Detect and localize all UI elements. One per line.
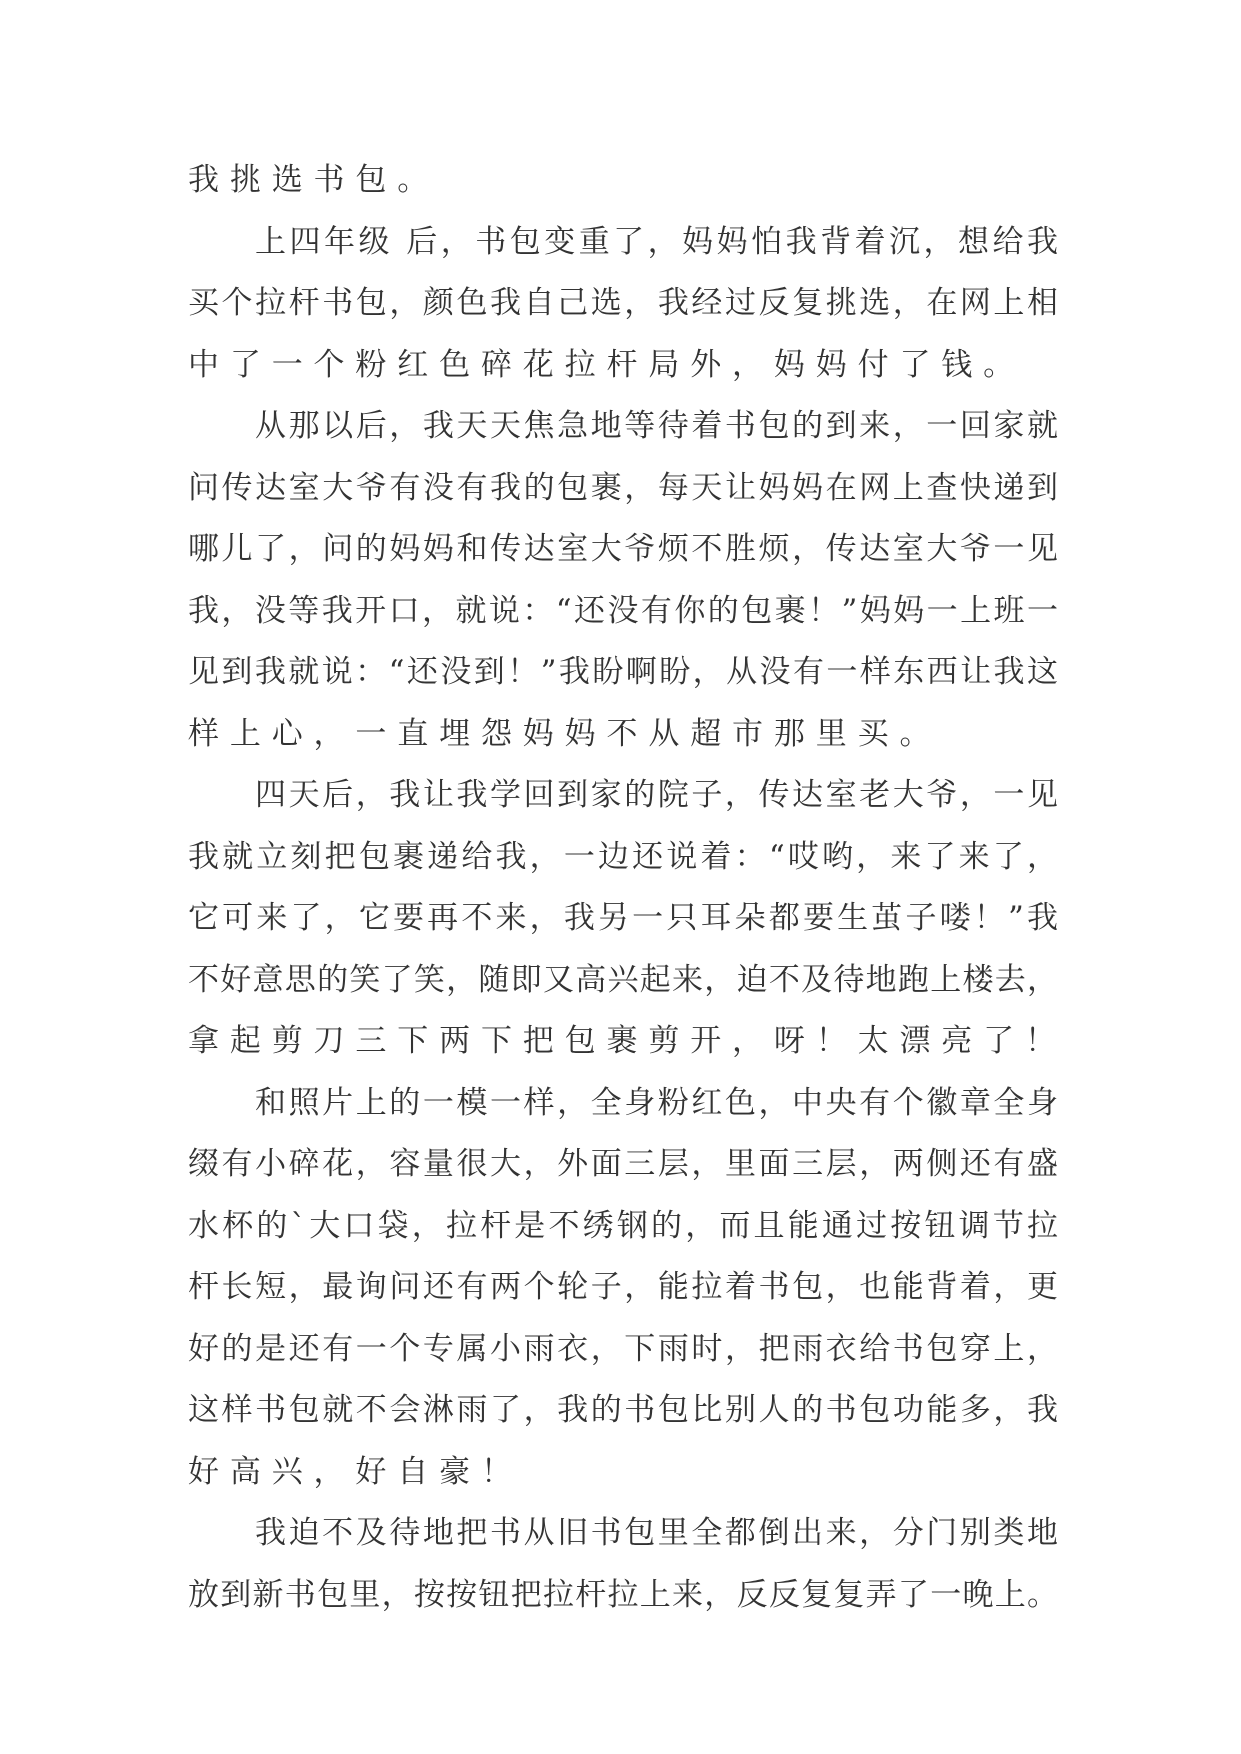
text-line: 不好意思的笑了笑，随即又高兴起来，迫不及待地跑上楼去， [188, 961, 1058, 998]
text-line: 我挑选书包。 [188, 162, 440, 198]
paragraph-first-line: 我迫不及待地把书从旧书包里全都倒出来，分门别类地 [255, 1515, 1058, 1551]
text-line: 见到我就说：“还没到！”我盼啊盼，从没有一样东西让我这 [188, 654, 1058, 690]
text-line: 缀有小碎花，容量很大，外面三层，里面三层，两侧还有盛 [188, 1146, 1058, 1182]
paragraph-first-line: 上四年级 后，书包变重了，妈妈怕我背着沉，想给我 [255, 223, 1058, 260]
paragraph-first-line: 从那以后，我天天焦急地等待着书包的到来，一回家就 [255, 408, 1058, 444]
text-line: 这样书包就不会淋雨了，我的书包比别人的书包功能多，我 [188, 1392, 1058, 1428]
text-line: 它可来了，它要再不来，我另一只耳朵都要生茧子喽！”我 [188, 900, 1058, 936]
essay-body [188, 150, 1067, 1626]
paragraph-first-line: 四天后，我让我学回到家的院子，传达室老大爷，一见 [255, 777, 1058, 813]
text-line: 我，没等我开口，就说：“还没有你的包裹！”妈妈一上班一 [188, 592, 1058, 629]
text-line: 好高兴，好自豪！ [188, 1453, 523, 1490]
text-line: 样上心，一直埋怨妈妈不从超市那里买。 [188, 715, 942, 752]
text-line: 水杯的`大口袋，拉杆是不绣钢的，而且能通过按钮调节拉 [188, 1207, 1058, 1244]
text-line: 拿起剪刀三下两下把包裹剪开，呀！太漂亮了！ [188, 1023, 1067, 1059]
paragraph-first-line: 和照片上的一模一样，全身粉红色，中央有个徽章全身 [255, 1084, 1058, 1121]
text-line: 问传达室大爷有没有我的包裹，每天让妈妈在网上查快递到 [188, 469, 1058, 506]
text-line: 中了一个粉红色碎花拉杆局外，妈妈付了钱。 [188, 346, 1025, 383]
text-line: 买个拉杆书包，颜色我自己选，我经过反复挑选，在网上相 [188, 285, 1058, 321]
text-line: 杆长短，最询问还有两个轮子，能拉着书包，也能背着，更 [188, 1269, 1058, 1305]
text-line: 好的是还有一个专属小雨衣，下雨时，把雨衣给书包穿上， [188, 1330, 1058, 1367]
text-line: 放到新书包里，按按钮把拉杆拉上来，反反复复弄了一晚上。 [188, 1576, 1058, 1613]
text-line: 我就立刻把包裹递给我，一边还说着：“哎哟，来了来了， [188, 838, 1058, 875]
text-line: 哪儿了，问的妈妈和传达室大爷烦不胜烦，传达室大爷一见 [188, 531, 1058, 567]
